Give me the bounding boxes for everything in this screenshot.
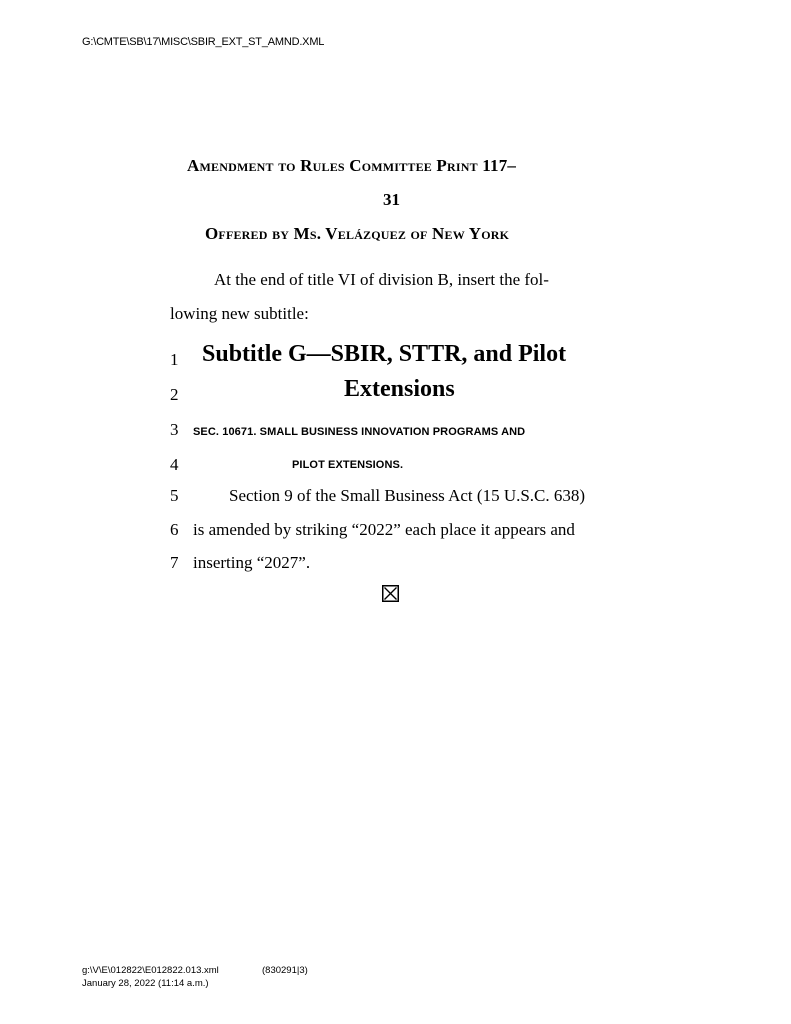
line-number-6: 6: [170, 520, 179, 539]
line-number-5: 5: [170, 486, 179, 505]
intro-line-1: At the end of title VI of division B, insert the fol-: [214, 270, 549, 289]
amendment-title-continued: 31: [383, 190, 400, 209]
subtitle-heading-continued: Extensions: [344, 376, 455, 402]
line-number-4: 4: [170, 455, 179, 474]
intro-line-2: lowing new subtitle:: [170, 304, 309, 323]
line-number-3: 3: [170, 420, 179, 439]
footer-timestamp: January 28, 2022 (11:14 a.m.): [82, 978, 209, 989]
line-number-7: 7: [170, 553, 179, 572]
offered-by: Offered by Ms. Velázquez of New York: [205, 224, 510, 243]
body-line-7: inserting “2027”.: [193, 553, 311, 572]
section-heading-continued: PILOT EXTENSIONS.: [292, 459, 404, 471]
subtitle-heading: Subtitle G—SBIR, STTR, and Pilot: [202, 341, 567, 367]
footer-doc-id: (830291|3): [262, 965, 308, 976]
line-number-1: 1: [170, 350, 179, 369]
footer-file-ref: g:\V\E\012822\E012822.013.xml: [82, 965, 219, 976]
amendment-title: Amendment to Rules Committee Print 117–: [187, 156, 517, 175]
file-path: G:\CMTE\SB\17\MISC\SBIR_EXT_ST_AMND.XML: [82, 36, 325, 48]
body-line-6: is amended by striking “2022” each place it appears and: [193, 520, 575, 539]
body-line-5: Section 9 of the Small Business Act (15 U.S.C. 638): [229, 486, 586, 505]
boxed-x-icon: [382, 585, 399, 602]
section-heading: SEC. 10671. SMALL BUSINESS INNOVATION PROGRAMS AND: [193, 426, 526, 438]
line-number-2: 2: [170, 385, 179, 404]
